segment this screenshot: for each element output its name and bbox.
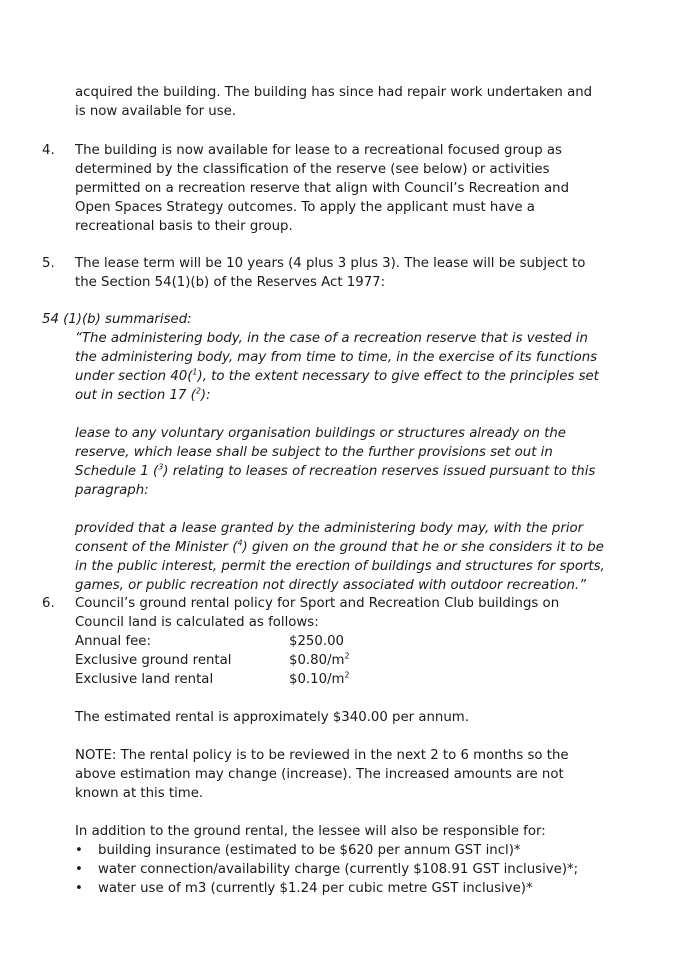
item-4-text: The building is now available for lease to a recreational focused group as determined by the classification of the reserve (see below) or activities permitted on a recreation reserve that align with Council’s Recreation and Open Spaces Strategy outcomes. To apply the applicant must have a recreational basis to their group. <box>75 143 570 234</box>
item-6-text: Council’s ground rental policy for Sport and Recreation Club buildings on Council land is calculated as follows: <box>75 596 560 630</box>
intro-paragraph: acquired the building. The building has since had repair work undertaken and is now available for use. <box>75 85 593 119</box>
rental-estimate: The estimated rental is approximately $340.00 per annum. <box>75 710 469 725</box>
footnote-ref-1: 1 <box>192 367 198 377</box>
item-6-content <box>75 594 605 898</box>
fee-label: Exclusive land rental <box>75 672 214 687</box>
list-item: • building insurance (estimated to be $620 per annum GST incl)* <box>75 843 521 858</box>
summary-heading: 54 (1)(b) summarised: <box>42 312 192 327</box>
fee-row <box>75 670 605 689</box>
item-6-number: 6. <box>42 596 55 611</box>
fee-row <box>75 651 605 670</box>
responsibilities-intro: In addition to the ground rental, the lessee will also be responsible for: <box>75 824 546 839</box>
responsibilities-list <box>75 841 605 898</box>
quote-paragraph-1: “The administering body, in the case of a recreation reserve that is vested in the administering body, may from time to time, in the exercise of its functions under section 40($^1$), to the extent necessary to give effect to the principles set out in section 17 ($^2$): <box>75 331 599 403</box>
item-5-number: 5. <box>42 256 55 271</box>
bullet-icon: • <box>75 881 83 896</box>
bullet-icon: • <box>75 843 83 858</box>
fee-row <box>75 632 605 651</box>
fee-value: $\$0.10/m^2$ <box>289 670 350 687</box>
quote-paragraph-3: provided that a lease granted by the administering body may, with the prior consent of the Minister ($^4$) given on the ground that he or she considers it to be in the public interest, permit the erection of buildings and structures for sports, games, or public recreation not directly associated with outdoor recreation.” <box>75 521 605 593</box>
reserves-act-quote <box>75 329 610 595</box>
fee-value: $\$0.80/m^2$ <box>289 651 350 668</box>
quote-paragraph-2: lease to any voluntary organisation buildings or structures already on the reserve, which lease shall be subject to the further provisions set out in Schedule 1 ($^3$) relating to leases of recreation reserves issued pursuant to this paragraph: <box>75 426 596 498</box>
list-item: • water connection/availability charge (currently $108.91 GST inclusive)*; <box>75 862 579 877</box>
fee-value: $250.00 <box>289 634 344 649</box>
rental-fee-table <box>75 632 605 689</box>
footnote-ref-2: 2 <box>195 386 201 396</box>
fee-label: Exclusive ground rental <box>75 653 232 668</box>
list-item: • water use of m3 (currently $1.24 per cubic metre GST inclusive)* <box>75 881 533 896</box>
item-4-number: 4. <box>42 143 55 158</box>
footnote-ref-3: 3 <box>158 462 164 472</box>
fee-label: Annual fee: <box>75 634 151 649</box>
bullet-icon: • <box>75 862 83 877</box>
footnote-ref-4: 4 <box>237 538 243 548</box>
rental-note: NOTE: The rental policy is to be reviewed in the next 2 to 6 months so the above estimation may change (increase). The increased amounts are not known at this time. <box>75 748 569 801</box>
item-5-text: The lease term will be 10 years (4 plus 3 plus 3). The lease will be subject to the Section 54(1)(b) of the Reserves Act 1977: <box>75 256 586 290</box>
